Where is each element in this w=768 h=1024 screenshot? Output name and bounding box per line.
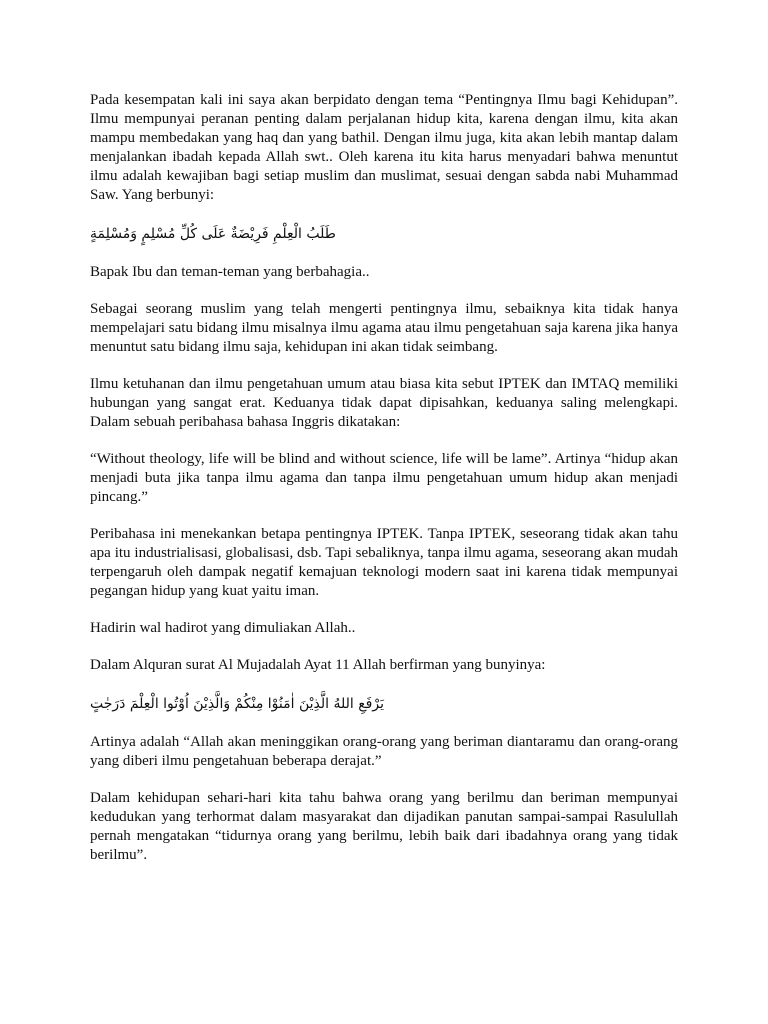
- paragraph-iptek-imtaq: Ilmu ketuhanan dan ilmu pengetahuan umum atau biasa kita sebut IPTEK dan IMTAQ memiliki hubungan yang sangat erat. Keduanya tidak dapat dipisahkan, keduanya saling melengkapi. Dalam sebuah peribahasa bahasa Inggris dikatakan:: [90, 376, 678, 430]
- arabic-quran-verse: يَرْفَعِ اللهُ الَّذِيْنَ اٰمَنُوْا مِنْكُمْ وَالَّذِيْنَ اُوْتُوا الْعِلْمَ دَرَجٰتٍ: [90, 696, 384, 712]
- paragraph-proverb-explanation: Peribahasa ini menekankan betapa pentingnya IPTEK. Tanpa IPTEK, seseorang tidak akan tahu apa itu industrialisasi, globalisasi, dsb. Tapi sebaliknya, tanpa ilmu agama, seseorang akan mudah terpengaruh oleh dampak negatif kemajuan teknologi modern saat ini karena tidak mempunyai pegangan hidup yang kuat yaitu iman.: [90, 526, 678, 599]
- paragraph-verse-meaning: Artinya adalah “Allah akan meninggikan orang-orang yang beriman diantaramu dan orang-orang yang diberi ilmu pengetahuan beberapa derajat.”: [90, 734, 678, 769]
- paragraph-intro: Pada kesempatan kali ini saya akan berpidato dengan tema “Pentingnya Ilmu bagi Kehidupan”. Ilmu mempunyai peranan penting dalam perjalanan hidup kita, karena dengan ilmu, kita akan mampu membedakan yang haq dan yang bathil. Dengan ilmu juga, kita akan lebih mantap dalam menjalankan ibadah kepada Allah swt.. Oleh karena itu kita harus menyadari bahwa menuntut ilmu adalah kewajiban bagi setiap muslim dan muslimat, sesuai dengan sabda nabi Muhammad Saw. Yang berbunyi:: [90, 92, 678, 203]
- paragraph-audience-address: Hadirin wal hadirot yang dimuliakan Allah..: [90, 620, 356, 636]
- paragraph-quran-intro: Dalam Alquran surat Al Mujadalah Ayat 11 Allah berfirman yang bunyinya:: [90, 657, 546, 673]
- arabic-hadith: طَلَبُ الْعِلْمِ فَرِيْضَةٌ عَلَى كُلِّ مُسْلِمٍ وَمُسْلِمَةٍ: [90, 226, 336, 242]
- paragraph-muslim-knowledge: Sebagai seorang muslim yang telah mengerti pentingnya ilmu, sebaiknya kita tidak hanya mempelajari satu bidang ilmu misalnya ilmu agama atau ilmu pengetahuan saja karena jika hanya menuntut satu bidang ilmu saja, kehidupan ini akan tidak seimbang.: [90, 301, 678, 355]
- paragraph-daily-life: Dalam kehidupan sehari-hari kita tahu bahwa orang yang berilmu dan beriman mempunyai kedudukan yang terhormat dalam masyarakat dan dijadikan panutan sampai-sampai Rasulullah pernah mengatakan “tidurnya orang yang berilmu, lebih baik dari ibadahnya orang yang tidak berilmu”.: [90, 790, 678, 863]
- document-body: [90, 91, 678, 883]
- paragraph-english-proverb: “Without theology, life will be blind and without science, life will be lame”. Artinya “hidup akan menjadi buta jika tanpa ilmu agama dan tanpa ilmu pengetahuan umum hidup akan menjadi pincang.”: [90, 451, 678, 505]
- paragraph-greeting: Bapak Ibu dan teman-teman yang berbahagia..: [90, 264, 370, 280]
